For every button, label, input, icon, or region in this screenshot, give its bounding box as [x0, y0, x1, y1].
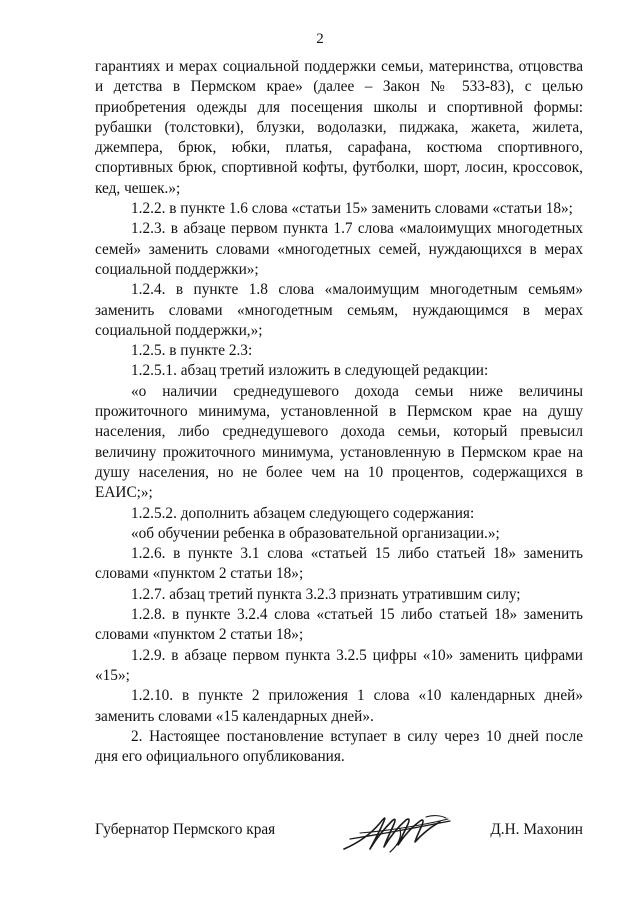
paragraph-quoted-education: «об обучении ребенка в образовательной организации.»;	[131, 524, 500, 542]
signer-position: Губернатор Пермского края	[95, 821, 276, 838]
paragraph-continuation: гарантиях и мерах социальной поддержки семьи, материнства, отцовства и детства в Пермском крае» (далее – Закон № 533-83), с целью приобретения одежды для посещения школы и спортивной формы: рубашки (толстовки), блузки, водолазки, пиджака, жакета, жилета, джемпера, брюк, юбки, платья, сарафана, костюма спортивного, спортивных брюк, спортивной кофты, футболки, шорт, лосин, кроссовок, кед, чешек.»;	[95, 58, 583, 197]
paragraph-2-effective-date: 2. Настоящее постановление вступает в силу через 10 дней после дня его официального опубликования.	[95, 727, 583, 766]
paragraph-1-2-5: 1.2.5. в пункте 2.3:	[131, 342, 253, 360]
paragraph-1-2-5-1: 1.2.5.1. абзац третий изложить в следующей редакции:	[131, 362, 489, 380]
paragraph-1-2-5-2: 1.2.5.2. дополнить абзацем следующего содержания:	[131, 504, 475, 522]
paragraph-1-2-10: 1.2.10. в пункте 2 приложения 1 слова «10 календарных дней» заменить словами «15 календарных дней».	[95, 687, 583, 725]
signer-name: Д.Н. Махонин	[490, 821, 583, 838]
page-number: 2	[316, 31, 324, 47]
signature-block	[95, 815, 583, 855]
paragraph-1-2-4: 1.2.4. в пункте 1.8 слова «малоимущим многодетным семьям» заменить словами «многодетным семьям, нуждающимся в мерах социальной поддержки,»;	[95, 281, 583, 339]
paragraph-1-2-7: 1.2.7. абзац третий пункта 3.2.3 признать утратившим силу;	[131, 585, 521, 603]
document-body	[95, 57, 583, 767]
paragraph-quoted-text: «о наличии среднедушевого дохода семьи ниже величины прожиточного минимума, установленной в Пермском крае на душу населения, либо среднедушевого дохода семьи, который превысил величину прожиточного минимума, установленную в Пермском крае на душу населения, но не более чем на 10 процентов, содержащихся в ЕАИС;»;	[95, 382, 583, 502]
paragraph-1-2-2: 1.2.2. в пункте 1.6 слова «статьи 15» заменить словами «статьи 18»;	[131, 200, 573, 218]
paragraph-1-2-8: 1.2.8. в пункте 3.2.4 слова «статьей 15 либо статьей 18» заменить словами «пунктом 2 статьи 18»;	[95, 606, 583, 644]
paragraph-1-2-3: 1.2.3. в абзаце первом пункта 1.7 слова «малоимущих многодетных семей» заменить словами «многодетных семей, нуждающихся в мерах социальной поддержки»;	[95, 220, 583, 278]
paragraph-1-2-9: 1.2.9. в абзаце первом пункта 3.2.5 цифры «10» заменить цифрами «15»;	[95, 646, 583, 684]
paragraph-1-2-6: 1.2.6. в пункте 3.1 слова «статьей 15 либо статьей 18» заменить словами «пунктом 2 статьи 18»;	[95, 545, 583, 583]
handwritten-signature	[340, 809, 455, 855]
